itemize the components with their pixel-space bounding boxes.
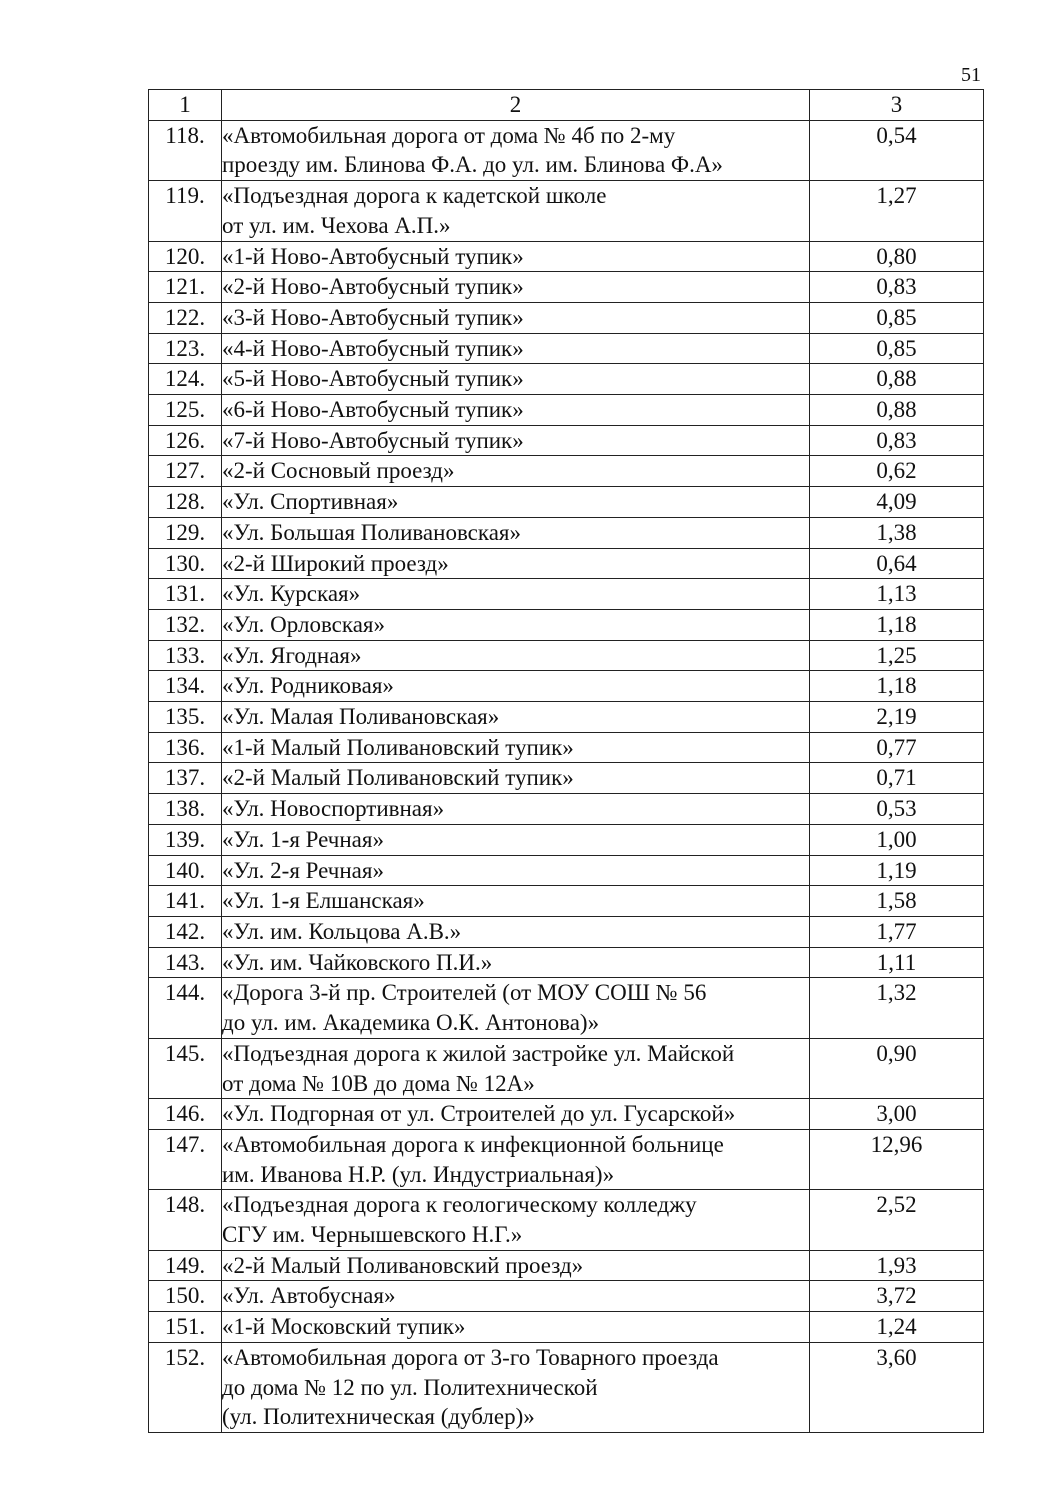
road-name-cell xyxy=(222,947,810,978)
road-length: 0,85 xyxy=(810,333,984,364)
road-name-line: «Ул. 1-я Речная» xyxy=(222,826,384,852)
row-number: 151. xyxy=(149,1312,222,1343)
column-header-number: 1 xyxy=(149,90,222,121)
road-length: 1,58 xyxy=(810,886,984,917)
road-name-line: «1-й Московский тупик» xyxy=(222,1314,466,1340)
road-name-line: до ул. им. Академика О.К. Антонова)» xyxy=(222,1010,600,1036)
road-name-cell xyxy=(222,272,810,303)
road-length: 0,90 xyxy=(810,1038,984,1098)
table-row xyxy=(149,886,984,917)
road-name-cell xyxy=(222,395,810,426)
road-name-line: «Автомобильная дорога к инфекционной больнице xyxy=(222,1131,724,1157)
road-name-cell xyxy=(222,579,810,610)
road-length: 0,88 xyxy=(810,364,984,395)
table-row xyxy=(149,1038,984,1098)
road-length: 1,11 xyxy=(810,947,984,978)
table-row xyxy=(149,548,984,579)
road-name-line: «Ул. Курская» xyxy=(222,581,361,607)
table-row xyxy=(149,794,984,825)
road-name-cell xyxy=(222,824,810,855)
row-number: 138. xyxy=(149,794,222,825)
road-length: 0,71 xyxy=(810,763,984,794)
road-name-cell xyxy=(222,302,810,333)
road-length: 1,19 xyxy=(810,855,984,886)
road-name-cell xyxy=(222,671,810,702)
road-name-line: «2-й Ново-Автобусный тупик» xyxy=(222,274,524,300)
row-number: 133. xyxy=(149,640,222,671)
table-header-row xyxy=(149,90,984,121)
road-length: 0,53 xyxy=(810,794,984,825)
road-length: 3,60 xyxy=(810,1342,984,1432)
road-name-line: «Ул. им. Кольцова А.В.» xyxy=(222,918,462,944)
table-row xyxy=(149,855,984,886)
table-row xyxy=(149,302,984,333)
road-length: 1,18 xyxy=(810,609,984,640)
road-name-cell xyxy=(222,1342,810,1432)
road-name-cell xyxy=(222,1281,810,1312)
row-number: 129. xyxy=(149,517,222,548)
table-row xyxy=(149,517,984,548)
road-length: 0,77 xyxy=(810,732,984,763)
table-row xyxy=(149,1099,984,1130)
road-name-line: «2-й Малый Поливановский проезд» xyxy=(222,1252,584,1278)
road-name-line: «Дорога 3-й пр. Строителей (от МОУ СОШ № 56 xyxy=(222,980,707,1006)
road-length: 4,09 xyxy=(810,487,984,518)
road-name-cell xyxy=(222,886,810,917)
road-length: 1,38 xyxy=(810,517,984,548)
row-number: 147. xyxy=(149,1129,222,1189)
row-number: 152. xyxy=(149,1342,222,1432)
table-row xyxy=(149,1250,984,1281)
road-name-cell xyxy=(222,241,810,272)
table-row xyxy=(149,456,984,487)
road-length: 3,72 xyxy=(810,1281,984,1312)
road-name-line: от дома № 10В до дома № 12А» xyxy=(222,1070,535,1096)
road-name-line: «Автомобильная дорога от дома № 4б по 2-му xyxy=(222,122,676,148)
row-number: 128. xyxy=(149,487,222,518)
road-length: 0,54 xyxy=(810,120,984,180)
road-length: 1,77 xyxy=(810,916,984,947)
road-name-cell xyxy=(222,120,810,180)
road-name-line: им. Иванова Н.Р. (ул. Индустриальная)» xyxy=(222,1161,615,1187)
road-name-line: «Подъездная дорога к кадетской школе xyxy=(222,183,607,209)
road-name-cell xyxy=(222,364,810,395)
road-length: 0,85 xyxy=(810,302,984,333)
row-number: 140. xyxy=(149,855,222,886)
road-name-cell xyxy=(222,425,810,456)
road-name-line: «Ул. Большая Поливановская» xyxy=(222,519,521,545)
road-name-cell xyxy=(222,640,810,671)
column-header-name: 2 xyxy=(222,90,810,121)
row-number: 121. xyxy=(149,272,222,303)
road-name-cell xyxy=(222,702,810,733)
row-number: 119. xyxy=(149,181,222,241)
road-name-line: «Автомобильная дорога от 3-го Товарного проезда xyxy=(222,1344,719,1370)
road-name-line: «Ул. Подгорная от ул. Строителей до ул. Гусарской» xyxy=(222,1101,736,1127)
table-row xyxy=(149,395,984,426)
road-name-cell xyxy=(222,1250,810,1281)
road-name-line: «2-й Сосновый проезд» xyxy=(222,458,455,484)
table-row xyxy=(149,978,984,1038)
road-name-cell xyxy=(222,1038,810,1098)
road-length: 0,83 xyxy=(810,272,984,303)
table-row xyxy=(149,671,984,702)
row-number: 134. xyxy=(149,671,222,702)
road-name-cell xyxy=(222,1129,810,1189)
road-name-line: до дома № 12 по ул. Политехнической xyxy=(222,1374,598,1400)
table-row xyxy=(149,916,984,947)
road-name-cell xyxy=(222,1190,810,1250)
row-number: 145. xyxy=(149,1038,222,1098)
road-name-line: «Ул. Автобусная» xyxy=(222,1283,396,1309)
table-row xyxy=(149,333,984,364)
road-name-line: «3-й Ново-Автобусный тупик» xyxy=(222,304,524,330)
road-name-cell xyxy=(222,517,810,548)
road-name-line: «Ул. Ягодная» xyxy=(222,642,362,668)
road-name-cell xyxy=(222,609,810,640)
table-row xyxy=(149,947,984,978)
road-name-cell xyxy=(222,487,810,518)
road-length: 1,93 xyxy=(810,1250,984,1281)
row-number: 132. xyxy=(149,609,222,640)
row-number: 146. xyxy=(149,1099,222,1130)
row-number: 136. xyxy=(149,732,222,763)
row-number: 148. xyxy=(149,1190,222,1250)
road-length: 1,32 xyxy=(810,978,984,1038)
road-name-line: «Ул. Новоспортивная» xyxy=(222,796,445,822)
table-row xyxy=(149,824,984,855)
road-name-line: «Подъездная дорога к жилой застройке ул. Майской xyxy=(222,1040,735,1066)
row-number: 142. xyxy=(149,916,222,947)
table-row xyxy=(149,425,984,456)
road-name-line: «Ул. Спортивная» xyxy=(222,489,399,515)
road-length: 1,13 xyxy=(810,579,984,610)
road-name-line: «Ул. Малая Поливановская» xyxy=(222,704,500,730)
row-number: 125. xyxy=(149,395,222,426)
table-row xyxy=(149,732,984,763)
table-row xyxy=(149,609,984,640)
row-number: 130. xyxy=(149,548,222,579)
page-number: 51 xyxy=(961,64,981,86)
road-name-line: (ул. Политехническая (дублер)» xyxy=(222,1404,535,1430)
table-row xyxy=(149,702,984,733)
road-name-line: «1-й Ново-Автобусный тупик» xyxy=(222,243,524,269)
road-name-line: «Ул. 2-я Речная» xyxy=(222,857,384,883)
road-length: 1,27 xyxy=(810,181,984,241)
road-length: 1,25 xyxy=(810,640,984,671)
road-length: 0,62 xyxy=(810,456,984,487)
road-name-line: «5-й Ново-Автобусный тупик» xyxy=(222,366,524,392)
road-length: 2,19 xyxy=(810,702,984,733)
road-name-line: «Ул. 1-я Елшанская» xyxy=(222,888,425,914)
road-name-line: «2-й Широкий проезд» xyxy=(222,550,449,576)
road-name-line: «7-й Ново-Автобусный тупик» xyxy=(222,427,524,453)
road-name-cell xyxy=(222,181,810,241)
row-number: 150. xyxy=(149,1281,222,1312)
table-row xyxy=(149,1190,984,1250)
road-name-cell xyxy=(222,855,810,886)
road-name-line: «1-й Малый Поливановский тупик» xyxy=(222,734,574,760)
road-length: 0,64 xyxy=(810,548,984,579)
road-name-cell xyxy=(222,456,810,487)
row-number: 135. xyxy=(149,702,222,733)
road-name-cell xyxy=(222,763,810,794)
row-number: 126. xyxy=(149,425,222,456)
road-name-cell xyxy=(222,333,810,364)
row-number: 127. xyxy=(149,456,222,487)
row-number: 123. xyxy=(149,333,222,364)
road-name-line: «6-й Ново-Автобусный тупик» xyxy=(222,397,524,423)
road-length: 0,80 xyxy=(810,241,984,272)
table-row xyxy=(149,364,984,395)
road-name-line: от ул. им. Чехова А.П.» xyxy=(222,212,451,238)
row-number: 139. xyxy=(149,824,222,855)
row-number: 149. xyxy=(149,1250,222,1281)
road-name-line: СГУ им. Чернышевского Н.Г.» xyxy=(222,1222,523,1248)
road-length: 1,18 xyxy=(810,671,984,702)
table-row xyxy=(149,1129,984,1189)
table-row xyxy=(149,1312,984,1343)
road-name-line: «2-й Малый Поливановский тупик» xyxy=(222,765,574,791)
table-row xyxy=(149,640,984,671)
row-number: 143. xyxy=(149,947,222,978)
road-name-line: «Ул. им. Чайковского П.И.» xyxy=(222,949,493,975)
road-name-cell xyxy=(222,1099,810,1130)
road-length: 1,24 xyxy=(810,1312,984,1343)
column-header-length: 3 xyxy=(810,90,984,121)
road-length: 1,00 xyxy=(810,824,984,855)
table-row xyxy=(149,579,984,610)
row-number: 118. xyxy=(149,120,222,180)
road-name-line: «Ул. Орловская» xyxy=(222,611,385,637)
road-name-line: «Подъездная дорога к геологическому колледжу xyxy=(222,1192,697,1218)
road-name-line: проезду им. Блинова Ф.А. до ул. им. Блинова Ф.А» xyxy=(222,152,723,178)
table-row xyxy=(149,181,984,241)
roads-table xyxy=(148,89,984,1433)
road-name-cell xyxy=(222,978,810,1038)
row-number: 122. xyxy=(149,302,222,333)
row-number: 144. xyxy=(149,978,222,1038)
road-name-cell xyxy=(222,916,810,947)
road-name-line: «Ул. Родниковая» xyxy=(222,673,394,699)
table-row xyxy=(149,1281,984,1312)
road-length: 0,83 xyxy=(810,425,984,456)
row-number: 141. xyxy=(149,886,222,917)
row-number: 120. xyxy=(149,241,222,272)
road-name-cell xyxy=(222,794,810,825)
road-name-cell xyxy=(222,732,810,763)
row-number: 131. xyxy=(149,579,222,610)
table-row xyxy=(149,272,984,303)
road-name-cell xyxy=(222,1312,810,1343)
row-number: 137. xyxy=(149,763,222,794)
table-row xyxy=(149,487,984,518)
table-row xyxy=(149,241,984,272)
road-name-line: «4-й Ново-Автобусный тупик» xyxy=(222,335,524,361)
road-length: 0,88 xyxy=(810,395,984,426)
row-number: 124. xyxy=(149,364,222,395)
road-length: 3,00 xyxy=(810,1099,984,1130)
table-row xyxy=(149,1342,984,1432)
road-name-cell xyxy=(222,548,810,579)
table-row xyxy=(149,120,984,180)
table-row xyxy=(149,763,984,794)
road-length: 2,52 xyxy=(810,1190,984,1250)
road-length: 12,96 xyxy=(810,1129,984,1189)
